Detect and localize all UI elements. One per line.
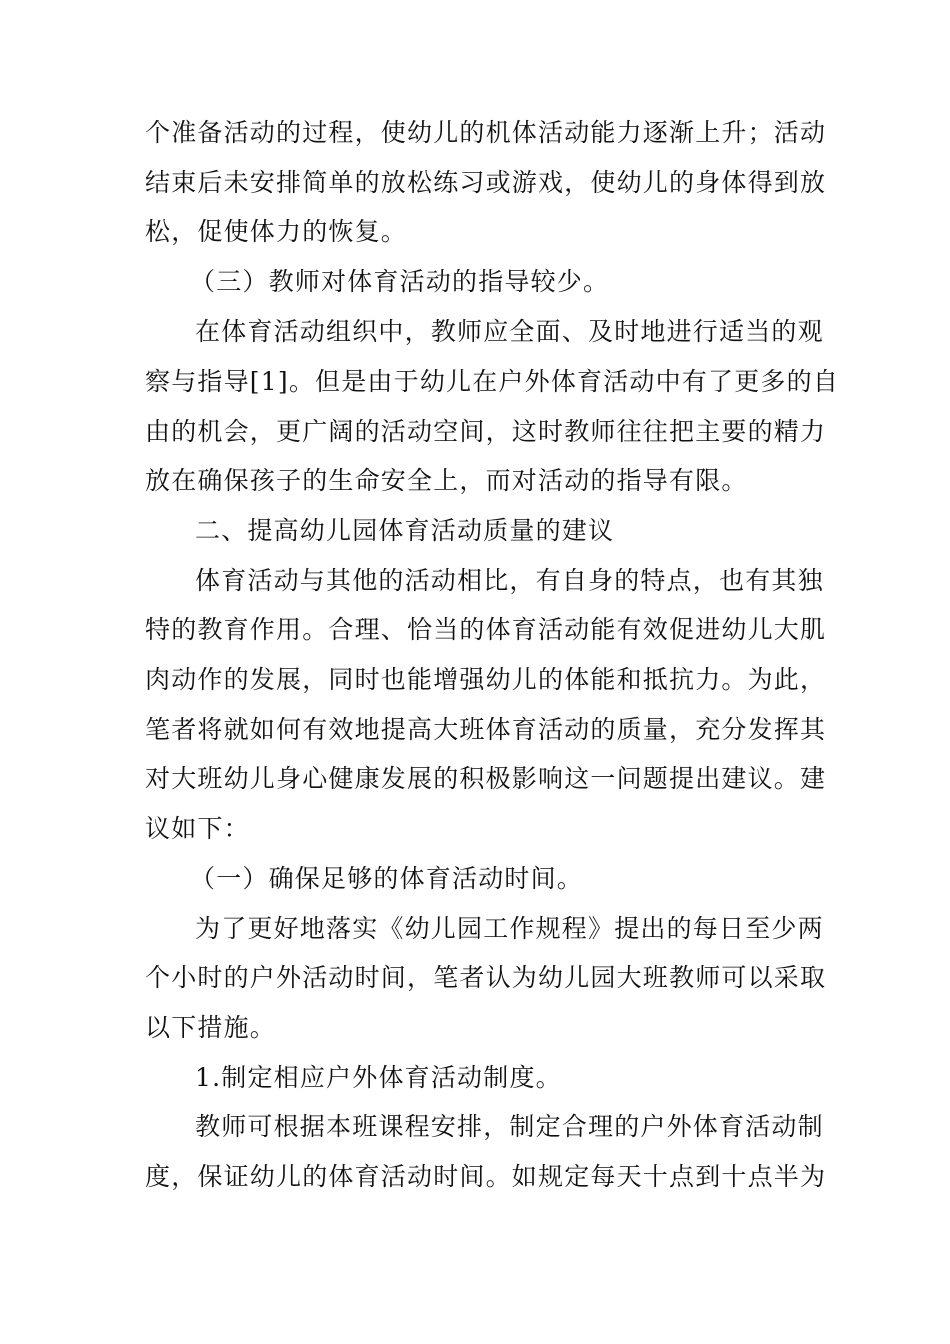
paragraph-line: 教师可根据本班课程安排，制定合理的户外体育活动制 (195, 1112, 824, 1141)
section-heading: 二、提高幼儿园体育活动质量的建议 (195, 516, 615, 545)
paragraph-line: 以下措施。 (145, 1013, 277, 1042)
paragraph-line: 放在确保孩子的生命安全上，而对活动的指导有限。 (145, 466, 748, 495)
paragraph-line: 对大班幼儿身心健康发展的积极影响这一问题提出建议。建 (145, 764, 827, 793)
paragraph-line: 由的机会，更广阔的活动空间，这时教师往往把主要的精力 (145, 417, 827, 446)
paragraph-line: 议如下： (145, 814, 250, 843)
paragraph-line: 在体育活动组织中，教师应全面、及时地进行适当的观 (195, 317, 824, 346)
section-heading: 1.制定相应户外体育活动制度。 (195, 1063, 562, 1092)
paragraph-line: 度，保证幼儿的体育活动时间。如规定每天十点到十点半为 (145, 1162, 827, 1191)
paragraph-line: 肉动作的发展，同时也能增强幼儿的体能和抵抗力。为此， (145, 665, 827, 694)
paragraph-line: 体育活动与其他的活动相比，有自身的特点，也有其独 (195, 566, 824, 595)
paragraph-line: 个小时的户外活动时间，笔者认为幼儿园大班教师可以采取 (145, 963, 827, 992)
paragraph-line: 为了更好地落实《幼儿园工作规程》提出的每日至少两 (195, 914, 824, 943)
paragraph-line: 笔者将就如何有效地提高大班体育活动的质量，充分发挥其 (145, 715, 827, 744)
paragraph-line: 松，促使体力的恢复。 (145, 217, 408, 246)
paragraph-line: 察与指导[1]。但是由于幼儿在户外体育活动中有了更多的自 (145, 367, 840, 396)
section-heading: （一）确保足够的体育活动时间。 (190, 864, 584, 893)
paragraph-line: 结束后未安排简单的放松练习或游戏，使幼儿的身体得到放 (145, 168, 827, 197)
section-heading: （三）教师对体育活动的指导较少。 (190, 267, 610, 296)
paragraph-line: 个准备活动的过程，使幼儿的机体活动能力逐渐上升；活动 (145, 118, 827, 147)
paragraph-line: 特的教育作用。合理、恰当的体育活动能有效促进幼儿大肌 (145, 615, 827, 644)
